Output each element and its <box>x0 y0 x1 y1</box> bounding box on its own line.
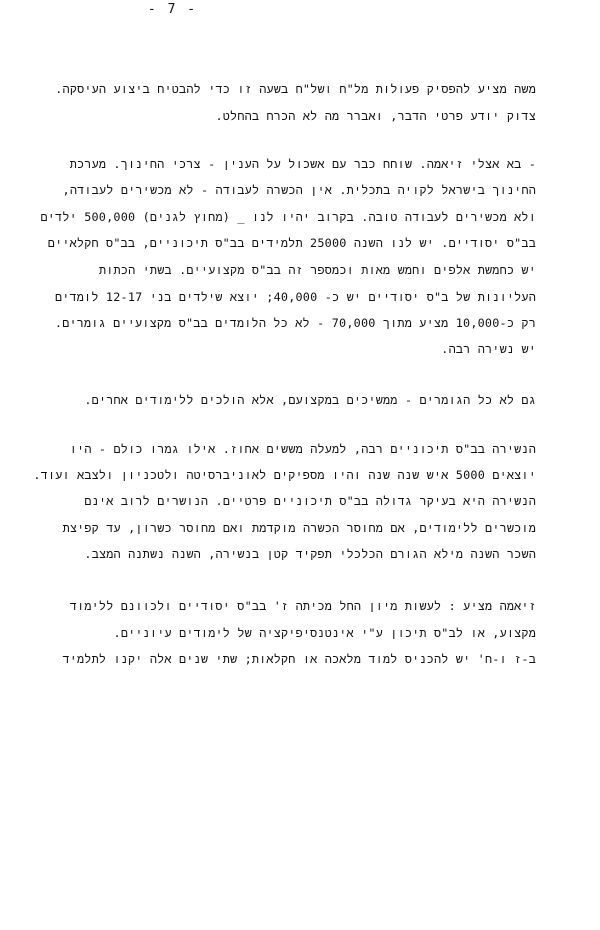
text-line: יוצאים 5000 איש שנה שנה והיו מספיקים לאוניברסיטה ולטכניון ולצבא ועוד. <box>33 468 536 482</box>
page-number: - 7 - <box>147 2 198 17</box>
text-line: מקצוע, או לב"ס תיכון ע"י אינטנסיפיקציה של לימודים עיוניים. <box>113 626 536 640</box>
text-line: מוכשרים ללימודים, אם מחוסר הכשרה מוקדמת ואם מחוסר כשרון, עד קפיצת <box>62 521 536 535</box>
text-line: הנשירה היא בעיקר גדולה בב"ס תיכוניים פרטיים. הנושרים לרוב אינם <box>84 494 536 508</box>
text-line: צדוק יודע פרטי הדבר, ואברר מה לא הכרח בהחלט. <box>215 109 536 123</box>
text-line: גם לא כל הגומרים - ממשיכים במקצועם, אלא הולכים ללימודים אחרים. <box>84 393 536 407</box>
text-line: יש כחמשת אלפים וחמש מאות וכמספר זה בב"ס מקצועיים. בשתי הכתות <box>98 263 536 277</box>
text-line: יש נשירה רבה. <box>441 342 536 356</box>
text-line: העליונות של ב"ס יסודיים יש כ- 40,000; יוצא שילדים בני 12-17 לומדים <box>54 290 536 304</box>
text-line: רק כ-10,000 מציע מתוך 70,000 - לא כל הלומדים בב"ס מקצועיים גומרים. <box>54 316 536 330</box>
text-line: משה מציע להפסיק פעולות מל"ח ושל"ח בשעה זו כדי להבטיח ביצוע העיסקה. <box>55 82 536 96</box>
text-line: - בא אצלי זיאמה. שוחח כבר עם אשכול על הענין - צרכי החינוך. מערכת <box>69 157 536 171</box>
text-line: הנשירה בב"ס תיכוניים רבה, למעלה משש‏ים אחוז. אילו גמרו כולם - היו <box>69 442 536 456</box>
text-line: ולא מכשירים לעבודה טובה. בקרוב יהיו לנו _ (מחוץ לגנים) 500,000 ילדים <box>40 210 536 224</box>
text-line: ב-ז ו-ח' יש להכניס למוד מלאכה או חקלאות; שתי שנים אלה יקנו לתלמיד <box>62 652 536 666</box>
text-line: החינוך בישראל לקויה בתכלית. אין הכשרה לעבודה - לא מכשירים לעבודה, <box>62 183 536 197</box>
text-line: בב"ס יסודיים. יש לנו השנה 25000 תלמידים בב"ס תיכוניים, בב"ס חקלאיים <box>47 236 536 250</box>
text-line: זיאמה מציע : לעשות מיון החל מכיתה ז' בב"ס יסודיים ולכוונם ללימוד <box>69 599 536 613</box>
text-line: השכר השנה מילא הגורם הכלכלי תפקיד קטן בנשירה, השנה נשתנה המצב. <box>84 547 536 561</box>
